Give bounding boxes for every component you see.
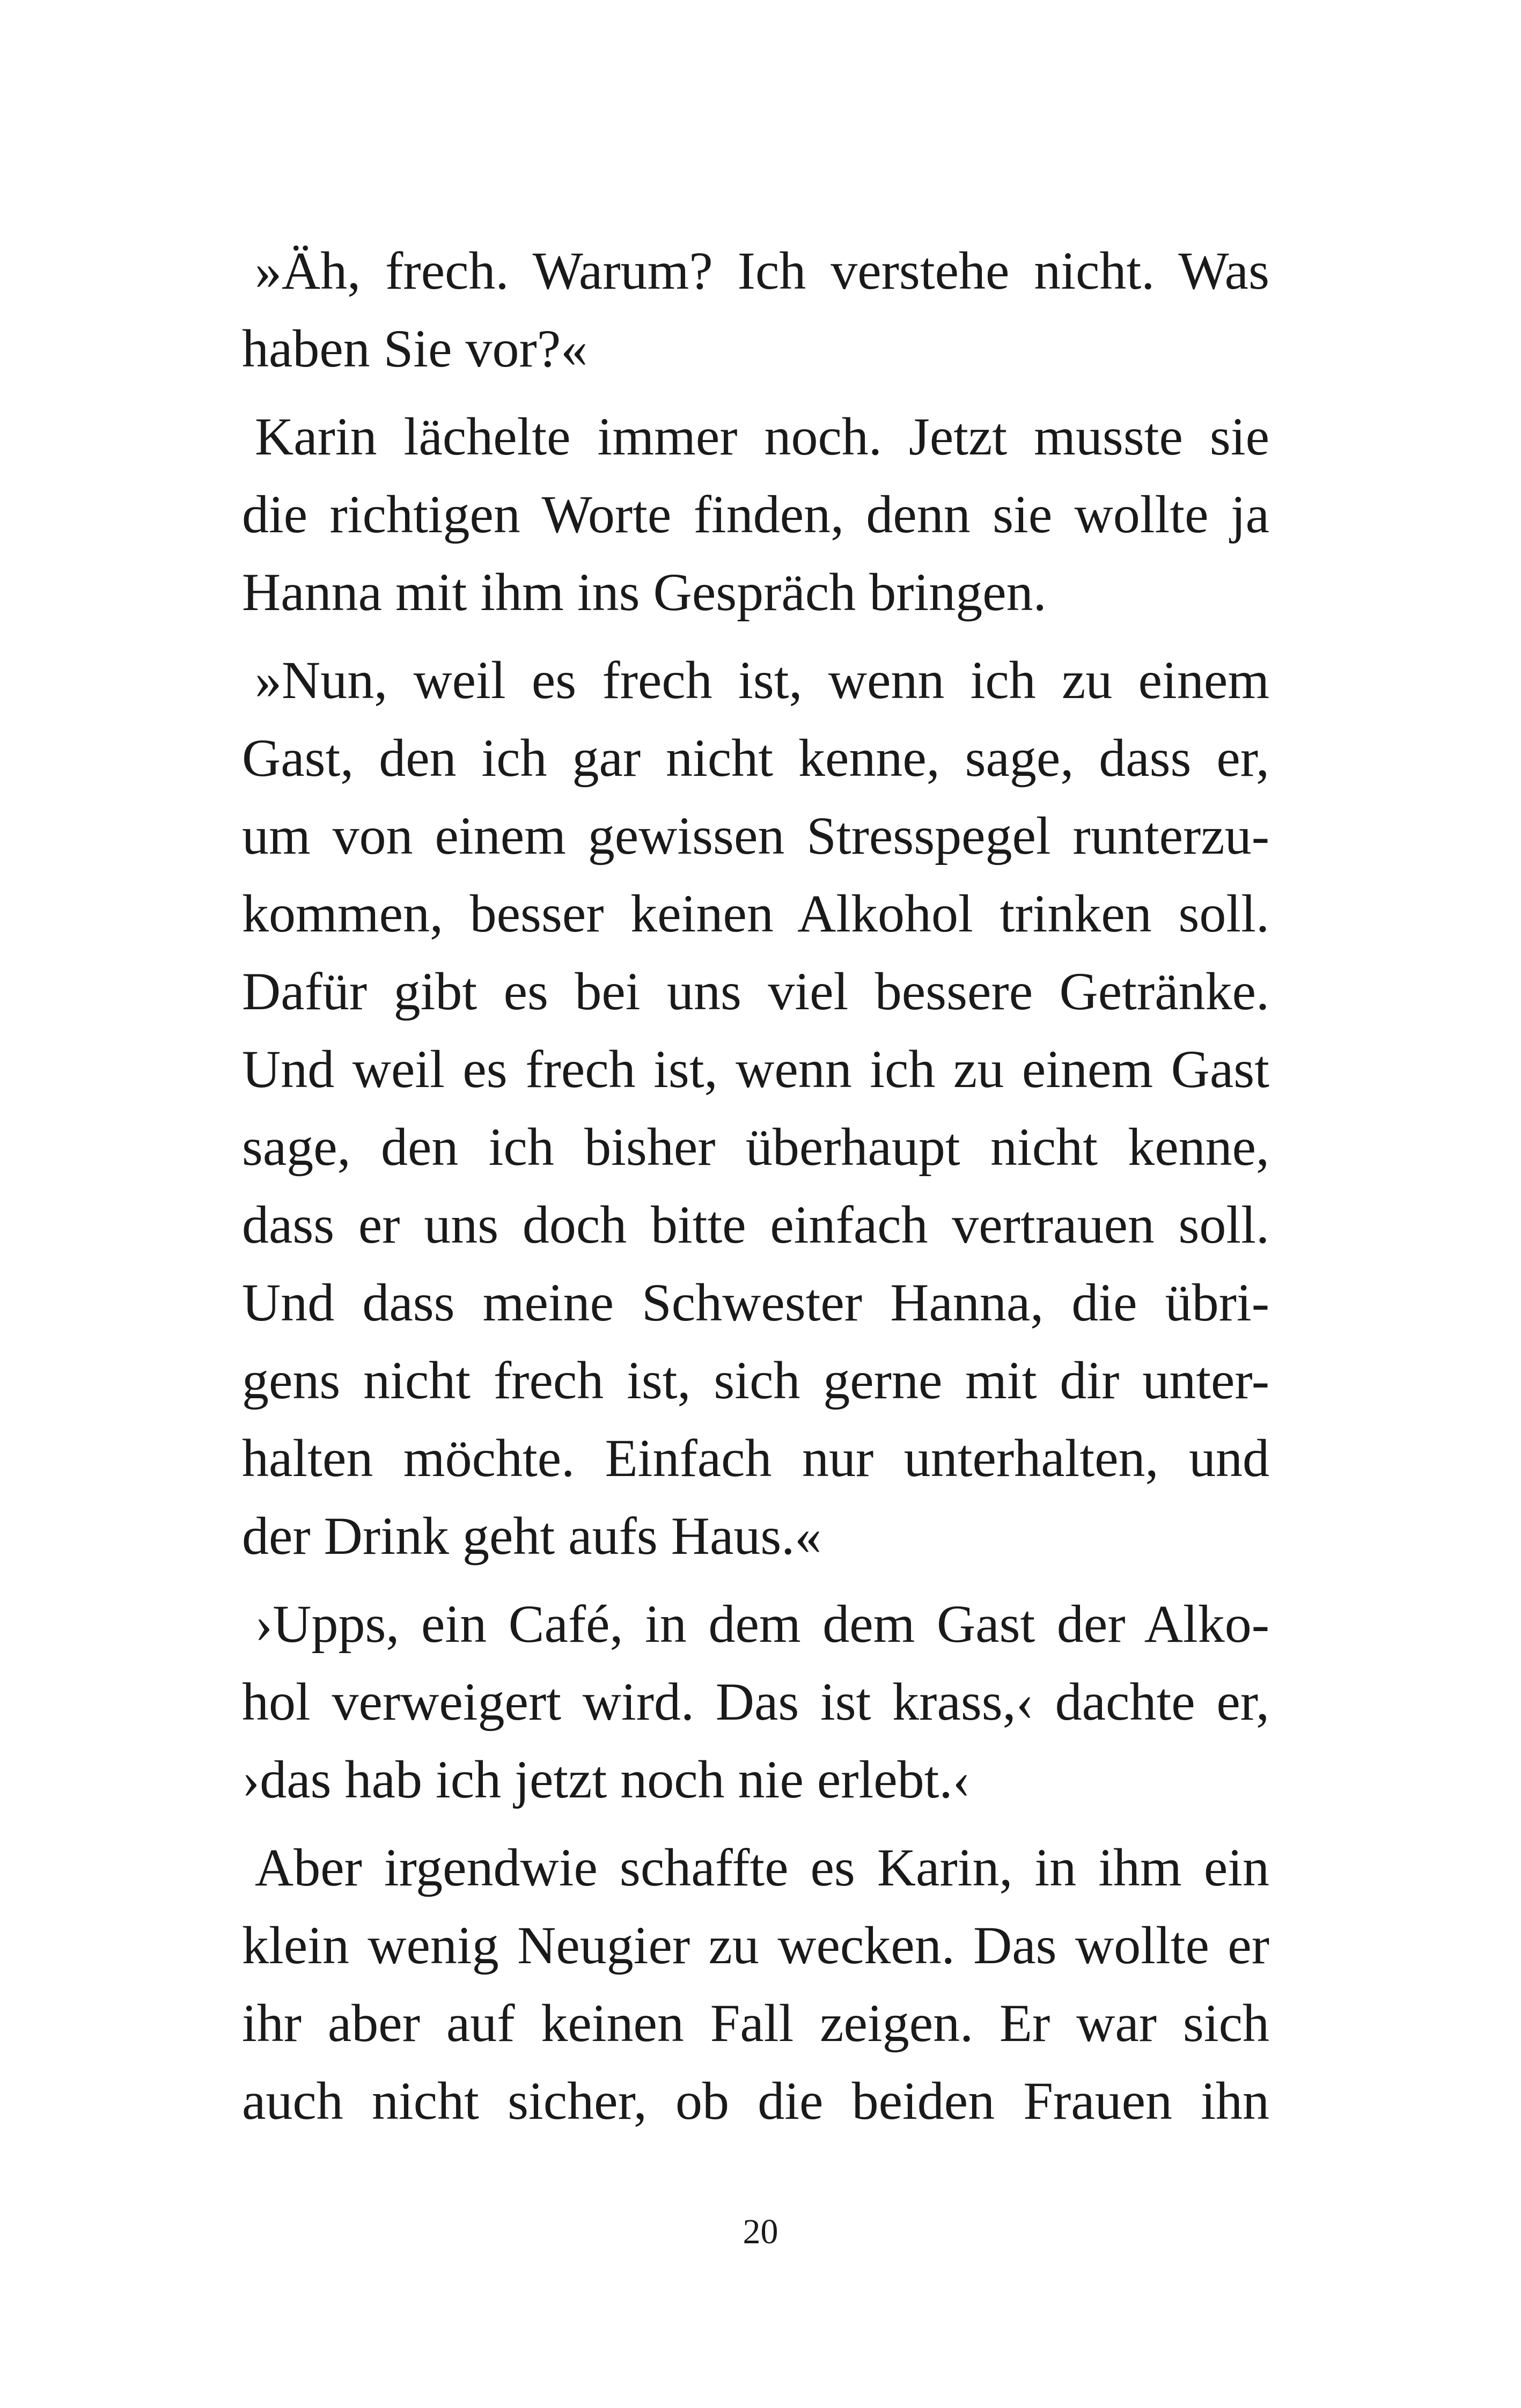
text-line: ›das hab ich jetzt noch nie erlebt.‹ [242, 1750, 971, 1809]
text-line: Gast, den ich gar nicht kenne, sage, dass er, [242, 728, 1269, 788]
paragraph-4 [242, 1585, 1269, 1818]
text-line: klein wenig Neugier zu wecken. Das wollte er [242, 1915, 1269, 1975]
text-line: Und dass meine Schwester Hanna, die übri- [242, 1273, 1269, 1332]
text-line: kommen, besser keinen Alkohol trinken soll. [242, 884, 1269, 943]
text-line: Hanna mit ihm ins Gespräch bringen. [242, 562, 1047, 622]
text-line: der Drink geht aufs Haus.« [242, 1506, 822, 1566]
paragraph-5 [242, 1829, 1269, 2140]
text-line: »Nun, weil es frech ist, wenn ich zu einem [255, 650, 1269, 710]
text-line: Karin lächelte immer noch. Jetzt musste sie [255, 407, 1269, 466]
text-line: ›Upps, ein Café, in dem dem Gast der Alko- [255, 1594, 1269, 1654]
text-line: hol verweigert wird. Das ist krass,‹ dachte er, [242, 1672, 1269, 1731]
text-line: gens nicht frech ist, sich gerne mit dir unter- [242, 1350, 1269, 1410]
text-line: die richtigen Worte finden, denn sie wollte ja [242, 484, 1269, 544]
text-line: Dafür gibt es bei uns viel bessere Getränke. [242, 961, 1269, 1021]
text-line: dass er uns doch bitte einfach vertrauen soll. [242, 1195, 1269, 1254]
text-line: Aber irgendwie schaffte es Karin, in ihm ein [255, 1838, 1269, 1897]
text-line: ihr aber auf keinen Fall zeigen. Er war sich [242, 1993, 1269, 2053]
page-number: 20 [743, 2212, 778, 2251]
text-line: sage, den ich bisher überhaupt nicht kenne, [242, 1117, 1269, 1177]
text-line: Und weil es frech ist, wenn ich zu einem Gast [242, 1039, 1269, 1099]
paragraph-2 [242, 398, 1269, 631]
text-line: um von einem gewissen Stresspegel runterzu- [242, 806, 1269, 865]
text-line: »Äh, frech. Warum? Ich verstehe nicht. Was [255, 241, 1269, 300]
paragraph-1 [242, 232, 1269, 387]
paragraph-3 [242, 641, 1269, 1575]
text-line: haben Sie vor?« [242, 319, 588, 378]
body-text [242, 232, 1269, 2150]
text-line: auch nicht sicher, ob die beiden Frauen ihn [242, 2071, 1269, 2131]
text-line: halten möchte. Einfach nur unterhalten, und [242, 1428, 1269, 1488]
